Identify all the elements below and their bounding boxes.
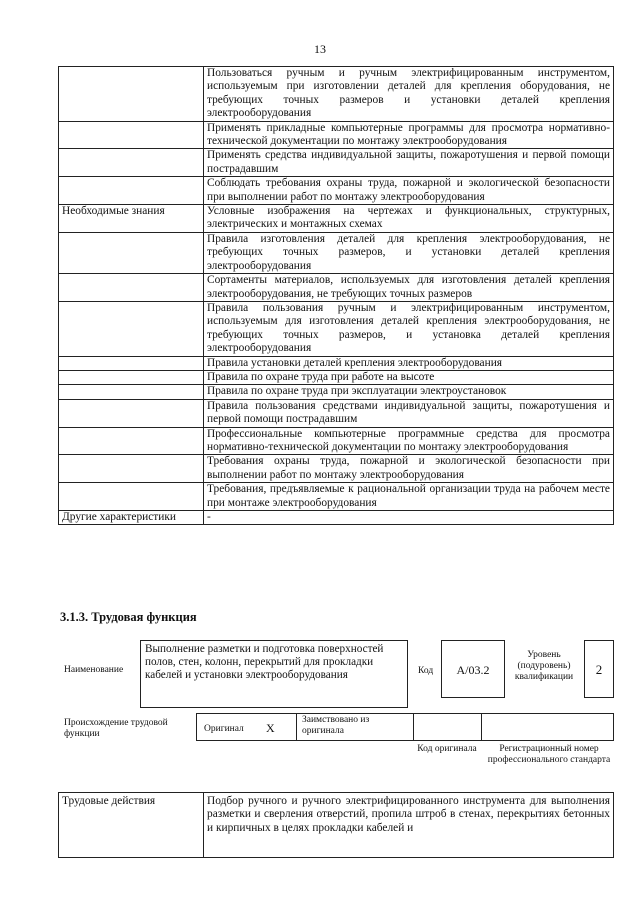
code-original-caption: Код оригинала: [417, 744, 477, 754]
row-text: Применять средства индивидуальной защиты, пожаротушения и первой помощи пострадавшим: [204, 149, 614, 177]
actions-text: Подбор ручного и ручного электрифицированного инструмента для выполнения разметки и сверления отверстий, пропила штроб в стенах, перекрытиях бетонных и кирпичных в целях прокладки кабелей и: [204, 793, 614, 858]
table-row: [59, 399, 614, 427]
borrowed-label: Заимствовано из оригинала: [302, 715, 370, 736]
table-row: [59, 455, 614, 483]
actions-label: Трудовые действия: [59, 793, 204, 858]
origin-divider-2: [413, 713, 414, 741]
table-row: [59, 511, 614, 525]
table-row: [59, 232, 614, 273]
row-text: Правила пользования ручным и электрифицированным инструментом, используемым для изготовления деталей крепления электрооборудования, не требующих точных размеров, и установка деталей крепления электрооборудования: [204, 301, 614, 356]
code-label: Код: [418, 666, 434, 676]
name-value: Выполнение разметки и подготовка поверхностей полов, стен, колонн, перекрытий для прокладки кабелей и установки электрооборудования: [145, 643, 384, 682]
code-value: А/03.2: [441, 640, 505, 698]
skills-knowledge-table: [58, 66, 614, 525]
row-text: Требования охраны труда, пожарной и экологической безопасности при выполнении работ по монтажу электрооборудования: [204, 455, 614, 483]
page-number: 13: [314, 42, 326, 56]
row-text: Правила установки деталей крепления электрооборудования: [204, 356, 614, 370]
level-label: Уровень (подуровень) квалификации: [514, 650, 574, 682]
table-row: [59, 177, 614, 205]
row-text: Требования, предъявляемые к рациональной организации труда на рабочем месте при монтаже электрооборудования: [204, 483, 614, 511]
row-text: Применять прикладные компьютерные программы для просмотра нормативно-технической документации по монтажу электрооборудования: [204, 121, 614, 149]
row-label: [59, 149, 204, 177]
row-text: Профессиональные компьютерные программные средства для просмотра нормативно-технической документации по монтажу электрооборудования: [204, 427, 614, 455]
origin-divider-1: [296, 713, 297, 741]
level-value: 2: [584, 640, 614, 698]
row-label: [59, 274, 204, 302]
table-row: [59, 301, 614, 356]
table-row: [59, 427, 614, 455]
origin-label: Происхождение трудовой функции: [64, 718, 168, 739]
table-row: [59, 370, 614, 384]
skills-knowledge-body: [59, 67, 614, 525]
row-label: [59, 399, 204, 427]
origin-divider-3: [481, 713, 482, 741]
row-label: [59, 427, 204, 455]
row-text: Правила по охране труда при работе на высоте: [204, 370, 614, 384]
row-label: Другие характеристики: [59, 511, 204, 525]
row-text: Правила пользования средствами индивидуальной защиты, пожаротушения и первой помощи пострадавшим: [204, 399, 614, 427]
reg-number-caption: Регистрационный номер профессионального стандарта: [487, 744, 611, 765]
table-row: [59, 385, 614, 399]
table-row: [59, 793, 614, 858]
row-text: Соблюдать требования охраны труда, пожарной и экологической безопасности при выполнении работ по монтажу электрооборудования: [204, 177, 614, 205]
row-label: [59, 483, 204, 511]
original-mark: X: [266, 721, 275, 735]
row-label: [59, 301, 204, 356]
name-box: [140, 640, 408, 708]
name-label: Наименование: [64, 665, 124, 675]
table-row: [59, 67, 614, 122]
row-label: [59, 121, 204, 149]
section-title: 3.1.3. Трудовая функция: [60, 610, 197, 624]
row-text: Правила изготовления деталей для крепления электрооборудования, не требующих точных размеров, и установки деталей крепления электрооборудования: [204, 232, 614, 273]
row-label: Необходимые знания: [59, 205, 204, 233]
row-text: Сортаменты материалов, используемых для изготовления деталей крепления электрооборудования, не требующих точных размеров: [204, 274, 614, 302]
row-label: [59, 385, 204, 399]
row-label: [59, 67, 204, 122]
row-label: [59, 232, 204, 273]
table-row: [59, 121, 614, 149]
row-text: -: [204, 511, 614, 525]
table-row: [59, 149, 614, 177]
row-text: Пользоваться ручным и ручным электрифицированным инструментом, используемым при изготовлении деталей для крепления оборудования, не требующих точных размеров и установки деталей крепления электрооборудования: [204, 67, 614, 122]
table-row: [59, 483, 614, 511]
row-text: Правила по охране труда при эксплуатации электроустановок: [204, 385, 614, 399]
original-label: Оригинал: [204, 724, 244, 734]
row-label: [59, 455, 204, 483]
table-row: [59, 205, 614, 233]
row-label: [59, 356, 204, 370]
labor-actions-table: [58, 792, 614, 858]
table-row: [59, 274, 614, 302]
row-label: [59, 177, 204, 205]
row-text: Условные изображения на чертежах и функциональных, структурных, электрических и монтажных схемах: [204, 205, 614, 233]
row-label: [59, 370, 204, 384]
table-row: [59, 356, 614, 370]
